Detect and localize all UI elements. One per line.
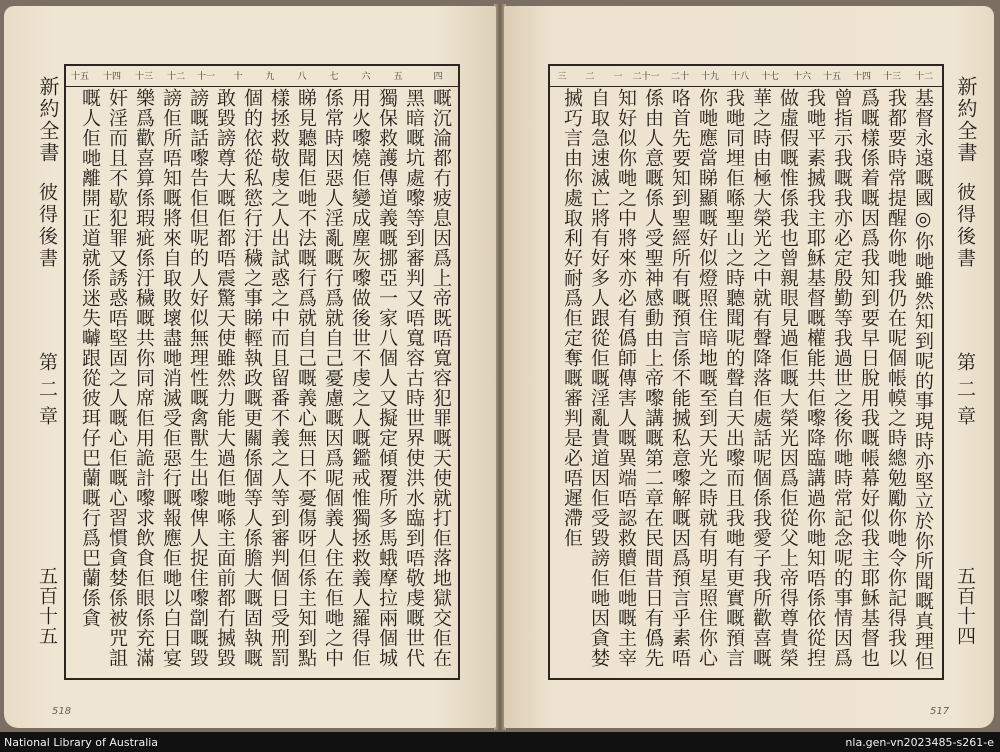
verse-number: 十四 [102, 72, 122, 82]
book-title: 新約全書 [954, 76, 978, 164]
library-footer [0, 732, 1000, 752]
verse-number: 十三 [134, 72, 154, 82]
right-text-frame [548, 64, 944, 680]
left-page [4, 6, 496, 728]
verse-number: 二 [585, 72, 595, 82]
library-name: National Library of Australia [4, 736, 159, 749]
left-text-frame [64, 64, 460, 680]
item-identifier: nla.gen-vn2023485-s261-e [845, 736, 994, 749]
verse-number: 五 [393, 72, 403, 82]
pencil-folio: 517 [930, 706, 950, 717]
verse-number: 七 [329, 72, 339, 82]
verse-number: 十一 [196, 72, 216, 82]
verse-number: 二十 [670, 72, 690, 82]
verse-number: 十五 [822, 72, 842, 82]
verse-number: 十九 [700, 72, 720, 82]
verse-number: 九 [265, 72, 275, 82]
verse-number: 十二 [166, 72, 186, 82]
verse-number: 十三 [882, 72, 902, 82]
verse-number: 十 [233, 72, 243, 82]
verse-number: 三 [557, 72, 567, 82]
verse-number: 四 [433, 72, 443, 82]
left-body-text: 嘅沉淪都冇疲息因爲上帝既唔寬容犯罪嘅天使就打佢落地獄交佢在黑暗嘅坑處嚟等到審判又唔寬容古時世界使洪水臨到唔敬虔嘅世代獨保救護傳道義嘅挪亞一家八個人又擬定傾覆所多馬蛾摩拉兩個城用火嚟燒佢變成塵灰嚟做後世不虔之人嘅鑑戒惟獨拯救義人羅得佢係常時因惡人淫亂嘅行爲就自己憂慮嘅因爲呢個義人住在佢哋之中睇見聽聞佢哋不法嘅行爲就自己嘅義心無日不憂傷呀但係主知到點樣拯救敬虔之人出試惑之中而且留番不義之人等到審判個日受刑罰個的依從私慾行汙穢之事睇輕執政嘅更關係個等人係膽大嘅固執嘅敢毀謗尊大嘅佢都唔震驚天使雖然力能大過佢哋喺主面前都冇搣毀謗嘅話嚟告佢但呢的人好似無理性嘅禽獸生出嚟俾人捉住嚟劏嘅毀謗佢所唔知嘅將來自取敗壞盡哋消滅受佢惡行嘅報應佢哋以白日宴樂爲歡喜算係瑕疵係汙穢嘅共你同席佢用詭計嚟求飲食佢眼係充滿奸淫而且不歇犯罪又誘惑唔堅固之人嘅心佢嘅心習慣貪婪係被咒詛嘅人佢哋離開正道就係迷失嚹跟從彼珥仔巴蘭嘅行爲巴蘭係貪 [79, 88, 452, 668]
book-title: 新約全書 [36, 76, 60, 164]
verse-number: 二十一 [632, 72, 660, 82]
page-number: 五百十四 [954, 566, 976, 646]
verse-number: 八 [297, 72, 307, 82]
verse-number: 十六 [792, 72, 812, 82]
verse-number: 十七 [760, 72, 780, 82]
verse-number: 一 [613, 72, 623, 82]
pencil-folio: 518 [52, 706, 72, 717]
right-verse-ruler [550, 66, 942, 87]
verse-number: 六 [361, 72, 371, 82]
right-page [504, 6, 994, 728]
epistle-title: 彼得後書 [954, 182, 976, 270]
epistle-title: 彼得後書 [36, 182, 58, 270]
page-number: 五百十五 [36, 566, 58, 646]
verse-number: 十四 [852, 72, 872, 82]
verse-number: 十五 [70, 72, 90, 82]
chapter-heading: 第二章 [954, 352, 976, 433]
right-body-text: 基督永遠嘅國◎你哋雖然知到呢的事現時亦堅立於你所聞嘅真理但我都要時常提醒你哋我仍在呢個帳幙之時總勉勵你哋令你記得我以爲嘅樣係着嘅因爲我知到要早日脫用我嘅帳幕好似我主耶穌基督也曾指示我嘅我亦必定殷勤等我過世之後你哋時常記念呢的事情因爲我哋平素搣我主耶穌基督嘅權能共佢嚟降臨講過你哋知唔係依從揑做虛假嘅惟係我也曾親眼見過佢嘅大榮光因爲佢從父上帝得尊貴榮華之時由極大榮光之中就有聲降落佢處話呢個係我愛子我所歡喜嘅我哋同埋佢喺聖山之時聽聞呢的聲自天出嚟而且我哋有更實嘅預言你哋應當睇顯嘅好似燈照住暗地嘅至到天光之時就有明星照住你心咯首先要知到聖經所有嘅預言係不能搣私意嚟解嘅因爲預言乎素唔係由人意嘅係人受聖神感動由上帝嚟講嘅第二章在民間昔日有僞先知好似你哋之中將來亦必有僞師傳害人嘅異端唔認救贖佢哋嘅主宰自取急速滅亡將有好多人跟從佢嘅淫亂貴道因佢受毀謗佢哋因貪婪搣巧言由你處取利好耐爲佢定奪嘅審判是必唔遲滯佢 [561, 88, 934, 671]
verse-number: 十八 [730, 72, 750, 82]
verse-number: 十二 [914, 72, 934, 82]
left-verse-ruler [66, 66, 458, 87]
chapter-heading: 第二章 [36, 352, 58, 433]
